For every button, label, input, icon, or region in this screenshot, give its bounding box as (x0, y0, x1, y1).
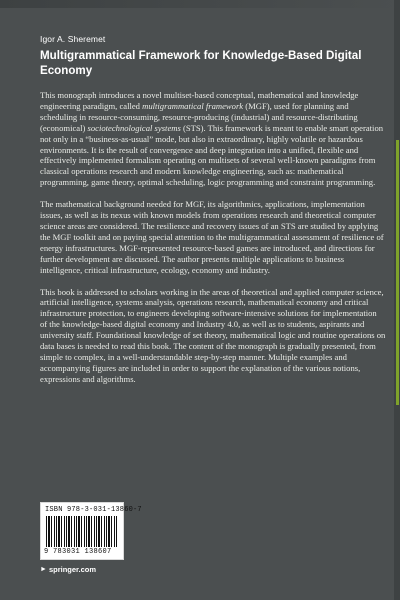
publisher-url: springer.com (48, 565, 97, 574)
book-title: Multigrammatical Framework for Knowledge-Based Digital Economy (40, 49, 362, 77)
sts-term: sociotechnological systems (87, 122, 181, 133)
mgf-term: multigrammatical framework (142, 100, 244, 111)
barcode-digits: 9 783031 138607 (44, 548, 112, 556)
isbn-label: ISBN 978-3-031-13860-7 (45, 506, 142, 514)
blurb-paragraph-2: The mathematical background needed for MGF, its algorithmics, applications, implementation issues, as well as its nexus with known models from operations research and theoretical computer science areas are considered. The resilience and recovery issues of an STS are studied by applying the MGF toolkit and on paying special attention to the multigrammatical assessment of resilience of energy infrastructures. MGF-represented resource-based games are introduced, and directions for further development are discussed. The author presents multiple applications to business intelligence, critical infrastructure, ecology, economy and industry. (40, 199, 384, 275)
top-stripe (0, 0, 400, 8)
blurb-text (40, 90, 386, 396)
arrow-right-icon: ► (40, 566, 47, 573)
blurb-paragraph-1: This monograph introduces a novel multiset-based conceptual, mathematical and knowledge engineering paradigm, called multigrammatical framework (MGF), used for planning and scheduling in resource-consuming, resource-producing (industrial) and resource-distributing (economical) sociotechnological systems (STS). This framework is meant to enable smart operation not only in a “business-as-usual” mode, but also in extraordinary, highly volatile or hazardous environments. It is the result of convergence and deep integration into a unified, flexible and effectively implemented formalism operating on multisets of several well-known paradigms from classical operations research and modern knowledge engineering, such as: mathematical programming, game theory, optimal scheduling, logic programming and constraint programming. (40, 90, 384, 188)
publisher-link[interactable] (40, 565, 96, 574)
spine-accent-bar (394, 0, 400, 600)
barcode-bars (46, 516, 118, 547)
isbn-barcode (40, 502, 142, 560)
green-accent-stripe (396, 140, 399, 405)
author-name: Igor A. Sheremet (40, 34, 106, 44)
blurb-paragraph-3: This book is addressed to scholars working in the areas of theoretical and applied computer science, artificial intelligence, systems analysis, operations research, mathematical economy and critical infrastructure protection, to engineers developing software-intensive solutions for implementation of the knowledge-based digital economy and Industry 4.0, as well as to students, aspirants and university staff. Foundational knowledge of set theory, mathematical logic and routine operations on data bases is needed to read this book. The content of the monograph is gradually presented, from simple to complex, in a well-understandable step-by-step manner. Multiple examples and accompanying figures are included in order to support the explanation of the various notions, expressions and algorithms. (40, 286, 386, 384)
back-cover-header (40, 34, 385, 78)
